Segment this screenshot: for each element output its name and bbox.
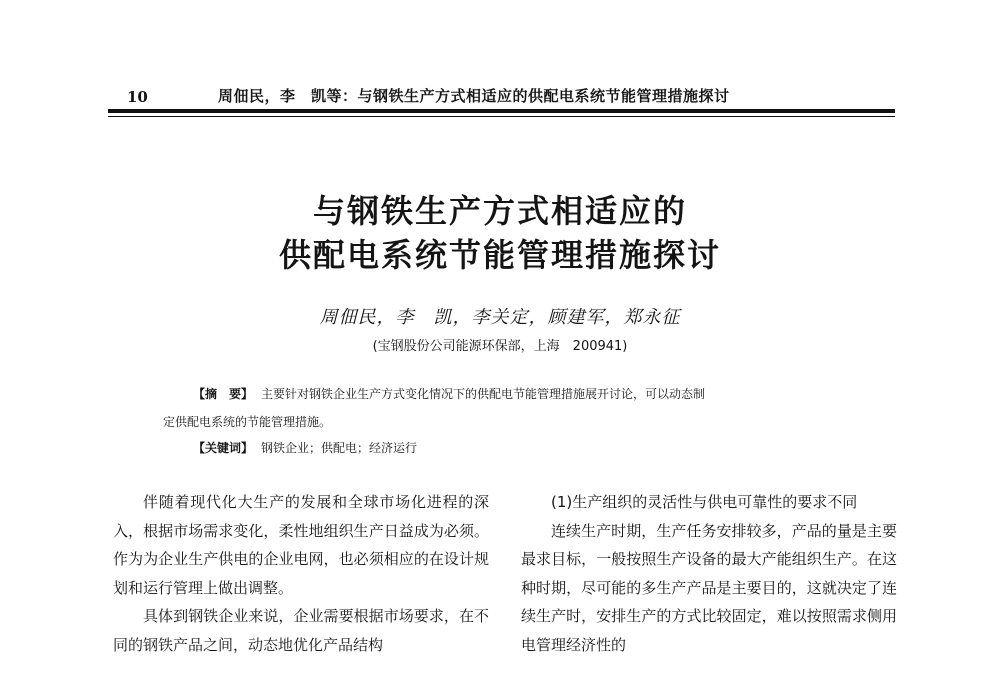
article-title-line-1: 与钢铁生产方式相适应的 bbox=[312, 192, 687, 230]
abstract-text-1: 主要针对钢铁企业生产方式变化情况下的供配电节能管理措施展开讨论，可以动态制 bbox=[261, 387, 706, 401]
body-paragraph: 具体到钢铁企业来说，企业需要根据市场要求，在不同的钢铁产品之间，动态地优化产品结构 bbox=[113, 607, 489, 654]
abstract-line-2: 定供配电系统的节能管理措施。 bbox=[163, 415, 332, 429]
keywords-line bbox=[193, 439, 417, 456]
running-header: 周佃民，李 凯等：与钢铁生产方式相适应的供配电系统节能管理措施探讨 bbox=[218, 87, 730, 105]
body-paragraph: 伴随着现代化大生产的发展和全球市场化进程的深入，根据市场需求变化，柔性地组织生产日益成为必须。作为为企业生产供电的企业电网，也必须相应的在设计规划和运行管理上做出调整。 bbox=[113, 493, 489, 597]
keywords-text: 钢铁企业；供配电；经济运行 bbox=[261, 441, 418, 455]
author-list: 周佃民，李 凯，李关定，顾建军，郑永征 bbox=[319, 307, 681, 328]
affiliation: (宝钢股份公司能源环保部，上海 200941) bbox=[372, 339, 628, 354]
body-paragraph: (1)生产组织的灵活性与供电可靠性的要求不同 bbox=[551, 493, 858, 511]
article-title-line-2: 供配电系统节能管理措施探讨 bbox=[278, 236, 721, 274]
keywords-label: 【关键词】 bbox=[193, 441, 254, 455]
page-number: 10 bbox=[127, 88, 148, 106]
header-rule-thick bbox=[108, 109, 895, 113]
body-column-right bbox=[521, 488, 897, 660]
abstract-line-1 bbox=[193, 385, 705, 402]
header-rule-thin bbox=[108, 116, 895, 117]
body-column-left bbox=[113, 488, 489, 660]
body-paragraph: 连续生产时期，生产任务安排较多，产品的量是主要最求目标，一般按照生产设备的最大产能组织生产。在这种时期，尽可能的多生产产品是主要目的，这就决定了连续生产时，安排生产的方式比较固定，难以按照需求侧用电管理经济性的 bbox=[521, 521, 897, 654]
abstract-label: 【摘 要】 bbox=[193, 387, 254, 401]
